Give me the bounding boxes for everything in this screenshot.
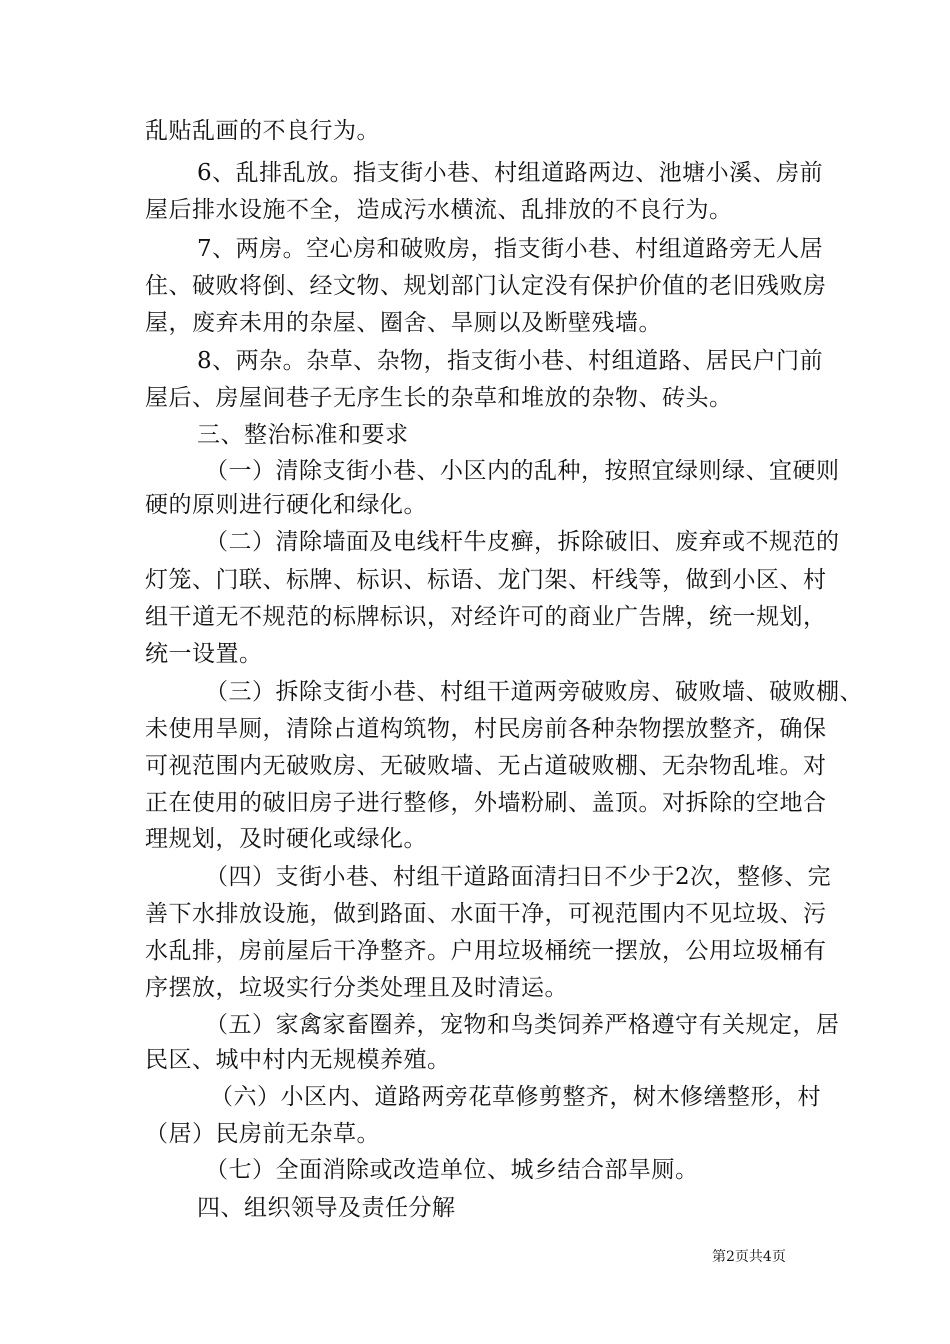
text-line: （一）清除支街小巷、小区内的乱种，按照宜绿则绿、宜硬则: [205, 458, 840, 484]
text-line: 可视范围内无破败房、无破败墙、无占道破败棚、无杂物乱堆。对: [145, 753, 827, 779]
text-line: （七）全面消除或改造单位、城乡结合部旱厕。: [205, 1157, 699, 1183]
text-line: （居）民房前无杂草。: [145, 1121, 380, 1147]
text-line: 民区、城中村内无规模养殖。: [145, 1047, 451, 1073]
text-line: 8、两杂。杂草、杂物，指支街小巷、村组道路、居民户门前: [197, 348, 824, 374]
text-line: 未使用旱厕，清除占道构筑物，村民房前各种杂物摆放整齐，确保: [145, 716, 827, 742]
text-line: 组干道无不规范的标牌标识，对经许可的商业广告牌，统一规划，: [145, 604, 827, 630]
text-line: （三）拆除支街小巷、村组干道两旁破败房、破败墙、破败棚、: [205, 679, 863, 705]
text-line: 水乱排，房前屋后干净整齐。户用垃圾桶统一摆放，公用垃圾桶有: [145, 938, 827, 964]
text-line: 硬的原则进行硬化和绿化。: [145, 492, 427, 518]
page-number: 第2页共4页: [712, 1249, 786, 1265]
section-heading: 三、整治标准和要求: [197, 422, 409, 448]
text-line: 善下水排放设施，做到路面、水面干净，可视范围内不见垃圾、污: [145, 901, 827, 927]
text-line: 屋后排水设施不全，造成污水横流、乱排放的不良行为。: [145, 197, 733, 223]
text-line: 理规划，及时硬化或绿化。: [145, 826, 427, 852]
text-line: （五）家禽家畜圈养，宠物和鸟类饲养严格遵守有关规定，居: [205, 1012, 840, 1038]
text-line: 屋，废弃未用的杂屋、圈舍、旱厕以及断壁残墙。: [145, 310, 662, 336]
text-line: （二）清除墙面及电线杆牛皮癣，拆除破旧、废弃或不规范的: [205, 529, 840, 555]
text-line: 序摆放，垃圾实行分类处理且及时清运。: [145, 975, 568, 1001]
text-line: 6、乱排乱放。指支街小巷、村组道路两边、池塘小溪、房前: [197, 160, 824, 186]
text-line: （六）小区内、道路两旁花草修剪整齐，树木修缮整形，村: [210, 1084, 821, 1110]
text-line: 统一设置。: [145, 641, 263, 667]
section-heading: 四、组织领导及责任分解: [197, 1195, 456, 1221]
text-line: （四）支街小巷、村组干道路面清扫日不少于2次，整修、完: [205, 864, 832, 890]
text-line: 住、破败将倒、经文物、规划部门认定没有保护价值的老旧残败房: [145, 273, 827, 299]
text-line: 正在使用的破旧房子进行整修，外墙粉刷、盖顶。对拆除的空地合: [145, 790, 827, 816]
text-line: 屋后、房屋间巷子无序生长的杂草和堆放的杂物、砖头。: [145, 385, 733, 411]
text-line: 7、两房。空心房和破败房，指支街小巷、村组道路旁无人居: [197, 236, 824, 262]
text-line: 乱贴乱画的不良行为。: [145, 118, 380, 144]
text-line: 灯笼、门联、标牌、标识、标语、龙门架、杆线等，做到小区、村: [145, 567, 827, 593]
